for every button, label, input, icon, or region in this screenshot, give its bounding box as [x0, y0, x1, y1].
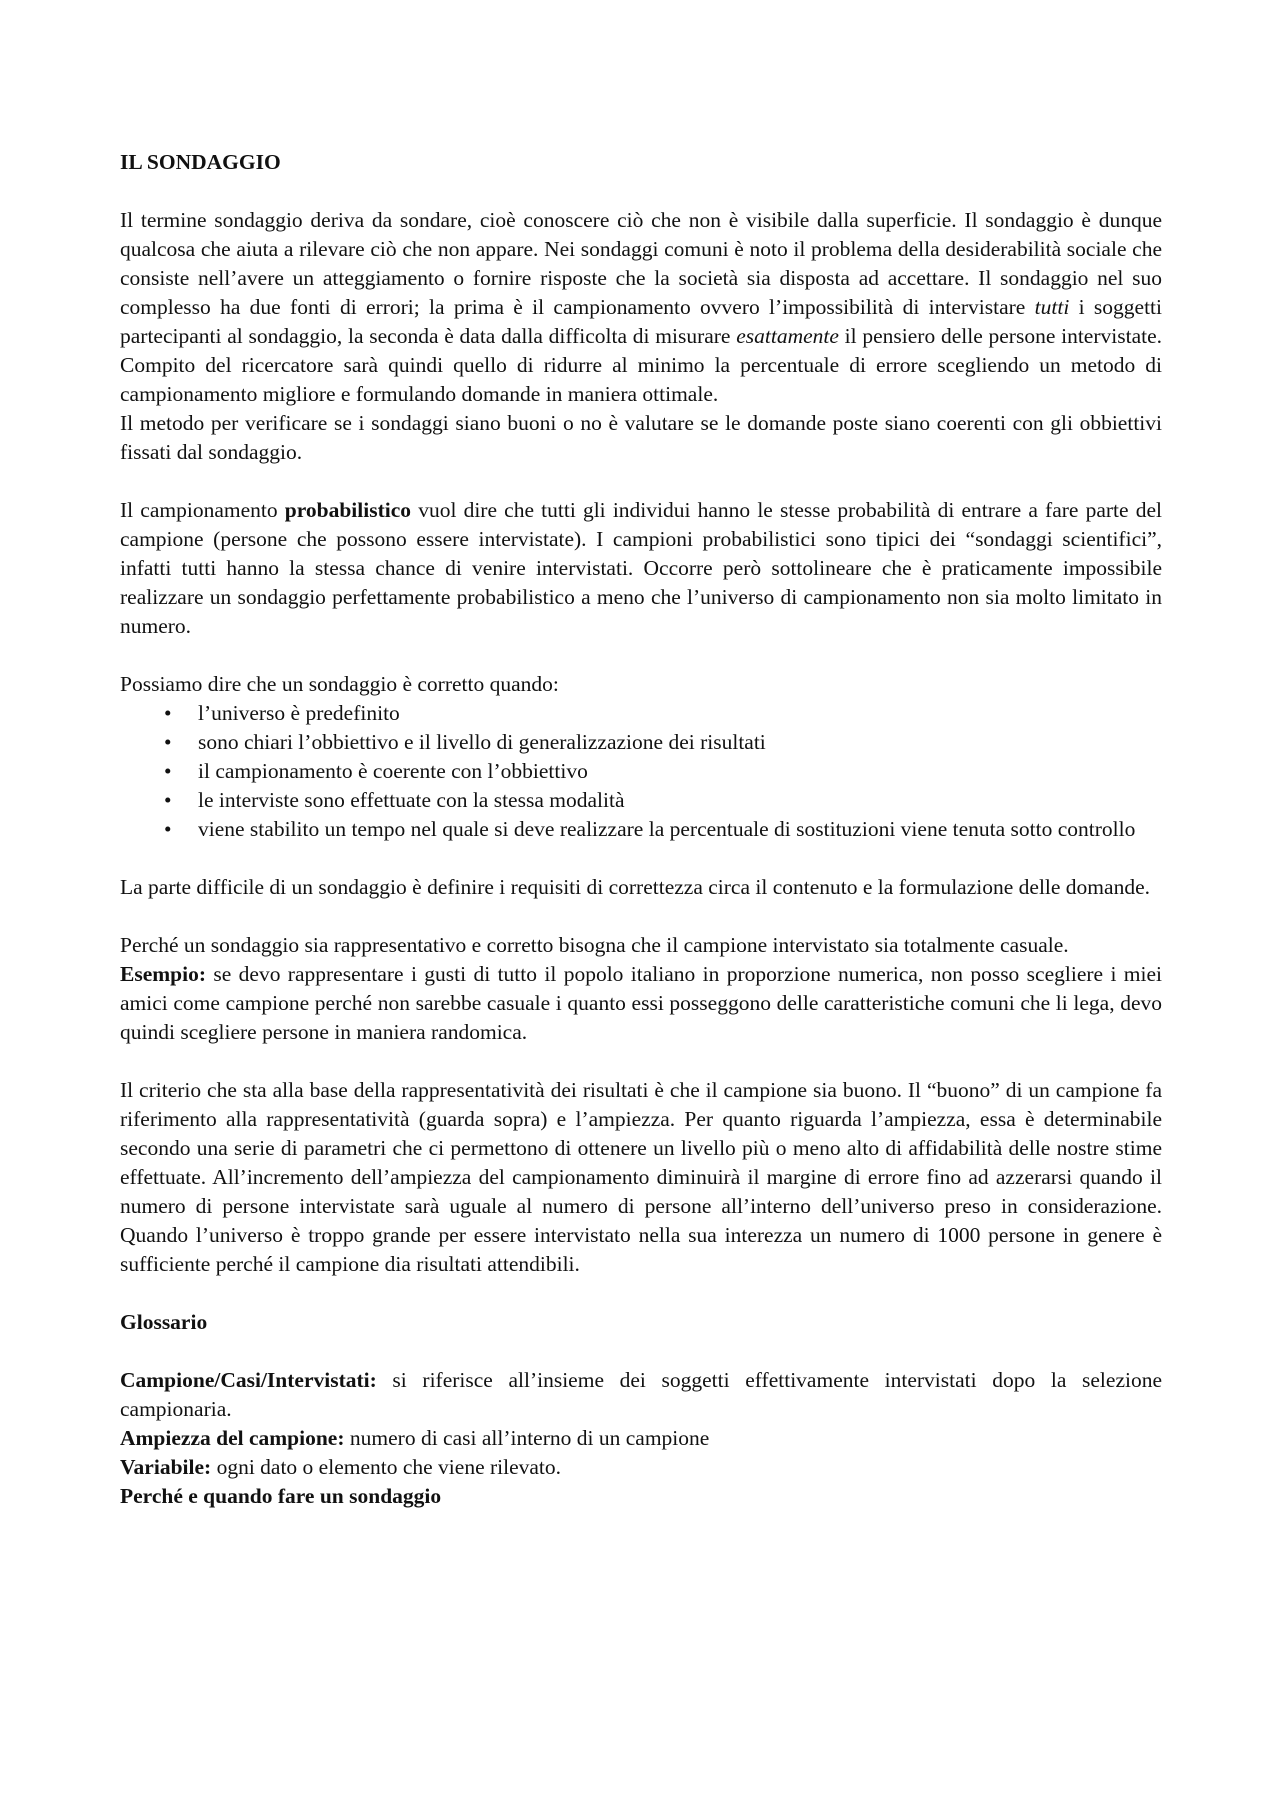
probabilistic-paragraph: Il campionamento probabilistico vuol dire che tutti gli individui hanno le stesse probabilità di entrare a fare parte del campione (persone che possono essere intervistate). I campioni probabilistici sono tipici dei “sondaggi scientifici”, infatti tutti hanno la stessa chance di venire intervistati. Occorre però sottolineare che è praticamente impossibile realizzare un sondaggio perfettamente probabilistico a meno che l’universo di campionamento non sia molto limitato in numero.	[120, 498, 1163, 638]
document-page	[120, 148, 1162, 1511]
glossary-entry	[120, 1453, 1162, 1482]
spacer	[120, 902, 1162, 931]
method-paragraph: Il metodo per verificare se i sondaggi siano buoni o no è valutare se le domande poste siano coerenti con gli obbiettivi fissati dal sondaggio.	[120, 411, 1162, 464]
intro-paragraph: Il termine sondaggio deriva da sondare, cioè conoscere ciò che non è visibile dalla superficie. Il sondaggio è dunque qualcosa che aiuta a rilevare ciò che non appare. Nei sondaggi comuni è noto il problema della desiderabilità sociale che consiste nell’avere un atteggiamento o fornire risposte che la società sia disposta ad accettare. Il sondaggio nel suo complesso ha due fonti di errori; la prima è il campionamento ovvero l’impossibilità di intervistare tutti i soggetti partecipanti al sondaggio, la seconda è data dalla difficolta di misurare esattamente il pensiero delle persone intervistate. Compito del ricercatore sarà quindi quello di ridurre al minimo la percentuale di errore scegliendo un metodo di campionamento migliore e formulando domande in maniera ottimale.	[120, 208, 1163, 406]
spacer	[120, 844, 1162, 873]
emphasis-tutti: tutti	[1034, 295, 1070, 319]
criterion-paragraph: Il criterio che sta alla base della rappresentatività dei risultati è che il campione sia buono. Il “buono” di un campione fa riferimento alla rappresentatività (guarda sopra) e l’ampiezza. Per quanto riguarda l’ampiezza, essa è determinabile secondo una serie di parametri che ci permettono di ottenere un livello più o meno alto di affidabilità delle nostre stime effettuate. All’incremento dell’ampiezza del campionamento diminuirà il margine di errore fino ad azzerarsi quando il numero di persone intervistate sarà uguale al numero di persone all’interno dell’universo preso in considerazione. Quando l’universo è troppo grande per essere intervistato nella sua interezza un numero di 1000 persone in genere è sufficiente perché il campione dia risultati attendibili.	[120, 1078, 1162, 1276]
spacer	[120, 467, 1162, 496]
spacer	[120, 641, 1162, 670]
bullet-icon: •	[164, 701, 172, 725]
emphasis-esattamente: esattamente	[736, 324, 839, 348]
glossary-term: Campione/Casi/Intervistati:	[120, 1368, 377, 1392]
representative-paragraph: Perché un sondaggio sia rappresentativo e corretto bisogna che il campione intervistato sia totalmente casuale.	[120, 933, 1069, 957]
example-label: Esempio:	[120, 962, 206, 986]
bullet-icon: •	[164, 759, 172, 783]
glossary-definition: ogni dato o elemento che viene rilevato.	[211, 1455, 562, 1479]
glossary-term: Variabile:	[120, 1455, 212, 1479]
glossary-definition: numero di casi all’interno di un campione	[344, 1426, 710, 1450]
list-item: • sono chiari l’obbiettivo e il livello di generalizzazione dei risultati	[120, 728, 1162, 757]
spacer	[120, 1337, 1162, 1366]
list-item: • l’universo è predefinito	[120, 699, 1162, 728]
bullet-icon: •	[164, 730, 172, 754]
spacer	[120, 1047, 1162, 1076]
glossary-term: Ampiezza del campione:	[120, 1426, 345, 1450]
document-title: IL SONDAGGIO	[120, 150, 281, 174]
glossary-heading: Glossario	[120, 1310, 208, 1334]
example-paragraph: Esempio: se devo rappresentare i gusti di tutto il popolo italiano in proporzione numerica, non posso scegliere i miei amici come campione perché non sarebbe casuale i quanto essi posseggono delle caratteristiche comuni che li lega, devo quindi scegliere persone in maniera randomica.	[120, 962, 1162, 1044]
bullet-icon: •	[164, 817, 172, 841]
list-item: • viene stabilito un tempo nel quale si deve realizzare la percentuale di sostituzioni viene tenuta sotto controllo	[120, 815, 1162, 844]
glossary-entry	[120, 1424, 1162, 1453]
section-heading: Perché e quando fare un sondaggio	[120, 1484, 442, 1508]
list-item: • il campionamento è coerente con l’obbiettivo	[120, 757, 1162, 786]
list-item: • le interviste sono effettuate con la stessa modalità	[120, 786, 1162, 815]
spacer	[120, 177, 1162, 206]
spacer	[120, 1279, 1162, 1308]
correct-intro: Possiamo dire che un sondaggio è corretto quando:	[120, 672, 559, 696]
probabilistic-term: probabilistico	[284, 498, 412, 522]
glossary-entry	[120, 1366, 1162, 1424]
difficult-paragraph: La parte difficile di un sondaggio è definire i requisiti di correttezza circa il contenuto e la formulazione delle domande.	[120, 875, 1150, 899]
criteria-list	[120, 699, 1162, 844]
bullet-icon: •	[164, 788, 172, 812]
glossary-definition: si riferisce all’insieme dei soggetti effettivamente intervistati dopo la selezione campionaria.	[120, 1368, 1162, 1421]
